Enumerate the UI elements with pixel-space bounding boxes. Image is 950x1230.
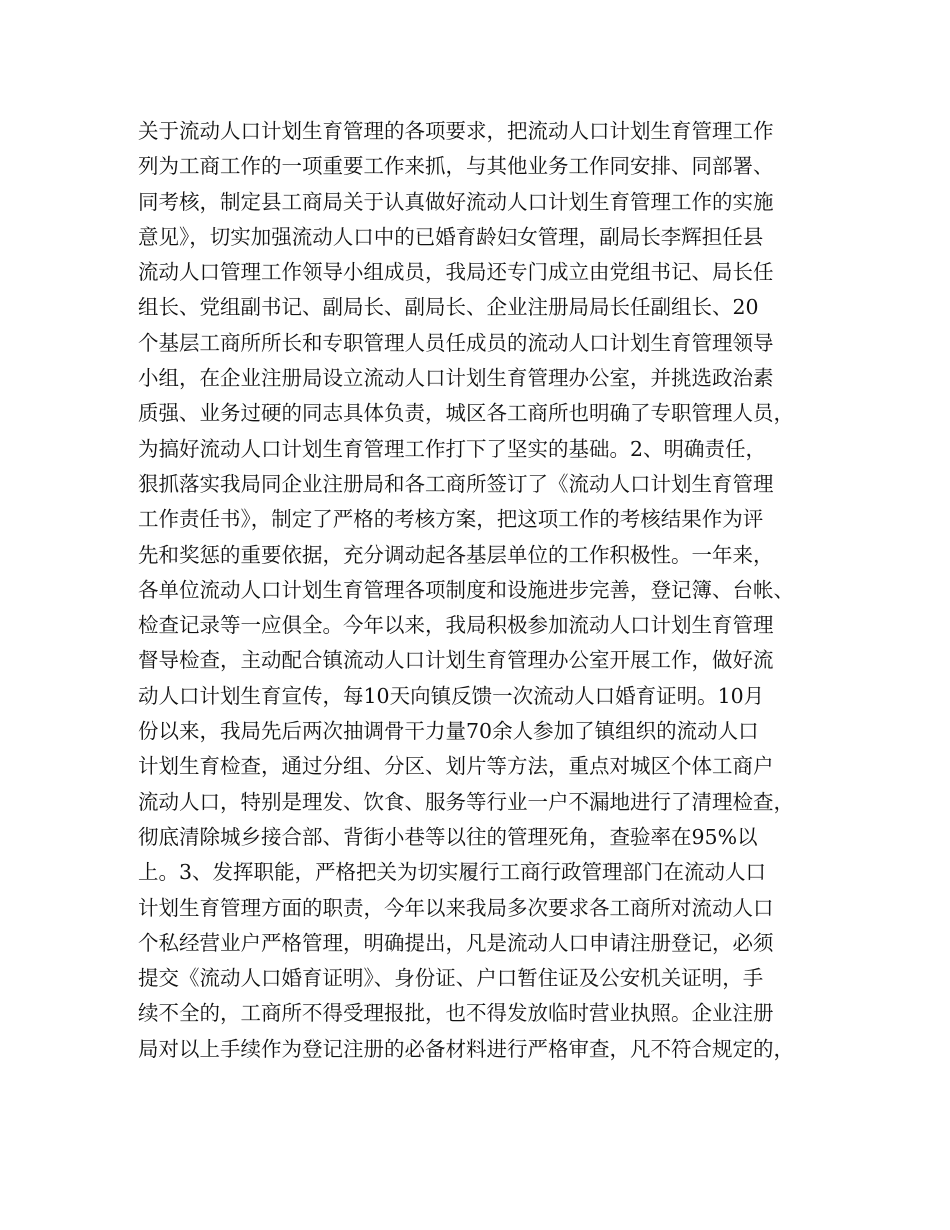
text-line: 各单位流动人口计划生育管理各项制度和设施进步完善，登记簿、台帐、 [138,577,794,602]
text-line: 督导检查，主动配合镇流动人口计划生育管理办公室开展工作，做好流 [138,648,774,673]
text-line: 份以来，我局先后两次抽调骨干力量70余人参加了镇组织的流动人口 [138,719,759,744]
text-line: 质强、业务过硬的同志具体负责，城区各工商所也明确了专职管理人员， [138,401,794,426]
text-line: 先和奖惩的重要依据，充分调动起各基层单位的工作积极性。一年来， [138,542,774,567]
text-line: 个私经营业户严格管理，明确提出，凡是流动人口申请注册登记，必须 [138,930,774,955]
text-line: 小组，在企业注册局设立流动人口计划生育管理办公室，并挑选政治素 [138,366,774,391]
text-line: 意见》，切实加强流动人口中的已婚育龄妇女管理，副局长李辉担任县 [138,224,764,249]
text-line: 上。3、发挥职能，严格把关为切实履行工商行政管理部门在流动人口 [138,860,767,885]
text-line: 列为工商工作的一项重要工作来抓，与其他业务工作同安排、同部署、 [138,154,774,179]
text-line: 流动人口，特别是理发、饮食、服务等行业一户不漏地进行了清理检查， [138,789,794,814]
text-line: 计划生育管理方面的职责，今年以来我局多次要求各工商所对流动人口 [138,895,774,920]
text-line: 个基层工商所所长和专职管理人员任成员的流动人口计划生育管理领导 [138,330,774,355]
text-line: 检查记录等一应俱全。今年以来，我局积极参加流动人口计划生育管理 [138,613,774,638]
text-line: 为搞好流动人口计划生育管理工作打下了坚实的基础。2、明确责任， [138,436,767,461]
text-line: 彻底清除城乡接合部、背街小巷等以往的管理死角，查验率在95%以 [138,824,758,849]
text-line: 同考核，制定县工商局关于认真做好流动人口计划生育管理工作的实施 [138,189,774,214]
text-line: 组长、党组副书记、副局长、副局长、企业注册局局长任副组长、20 [138,295,759,320]
text-line: 狠抓落实我局同企业注册局和各工商所签订了《流动人口计划生育管理 [138,471,774,496]
text-line: 工作责任书》，制定了严格的考核方案，把这项工作的考核结果作为评 [138,507,764,532]
text-line: 关于流动人口计划生育管理的各项要求，把流动人口计划生育管理工作 [138,119,774,143]
text-line: 续不全的，工商所不得受理报批，也不得发放临时营业执照。企业注册 [138,1001,774,1026]
text-line: 流动人口管理工作领导小组成员，我局还专门成立由党组书记、局长任 [138,260,774,285]
text-line: 提交《流动人口婚育证明》、身份证、户口暂住证及公安机关证明，手 [138,966,764,991]
text-line: 局对以上手续作为登记注册的必备材料进行严格审查，凡不符合规定的， [138,1036,794,1061]
text-line: 动人口计划生育宣传，每10天向镇反馈一次流动人口婚育证明。10月 [138,683,765,708]
document-body-text [138,114,828,1067]
text-line: 计划生育检查，通过分组、分区、划片等方法，重点对城区个体工商户 [138,754,774,779]
